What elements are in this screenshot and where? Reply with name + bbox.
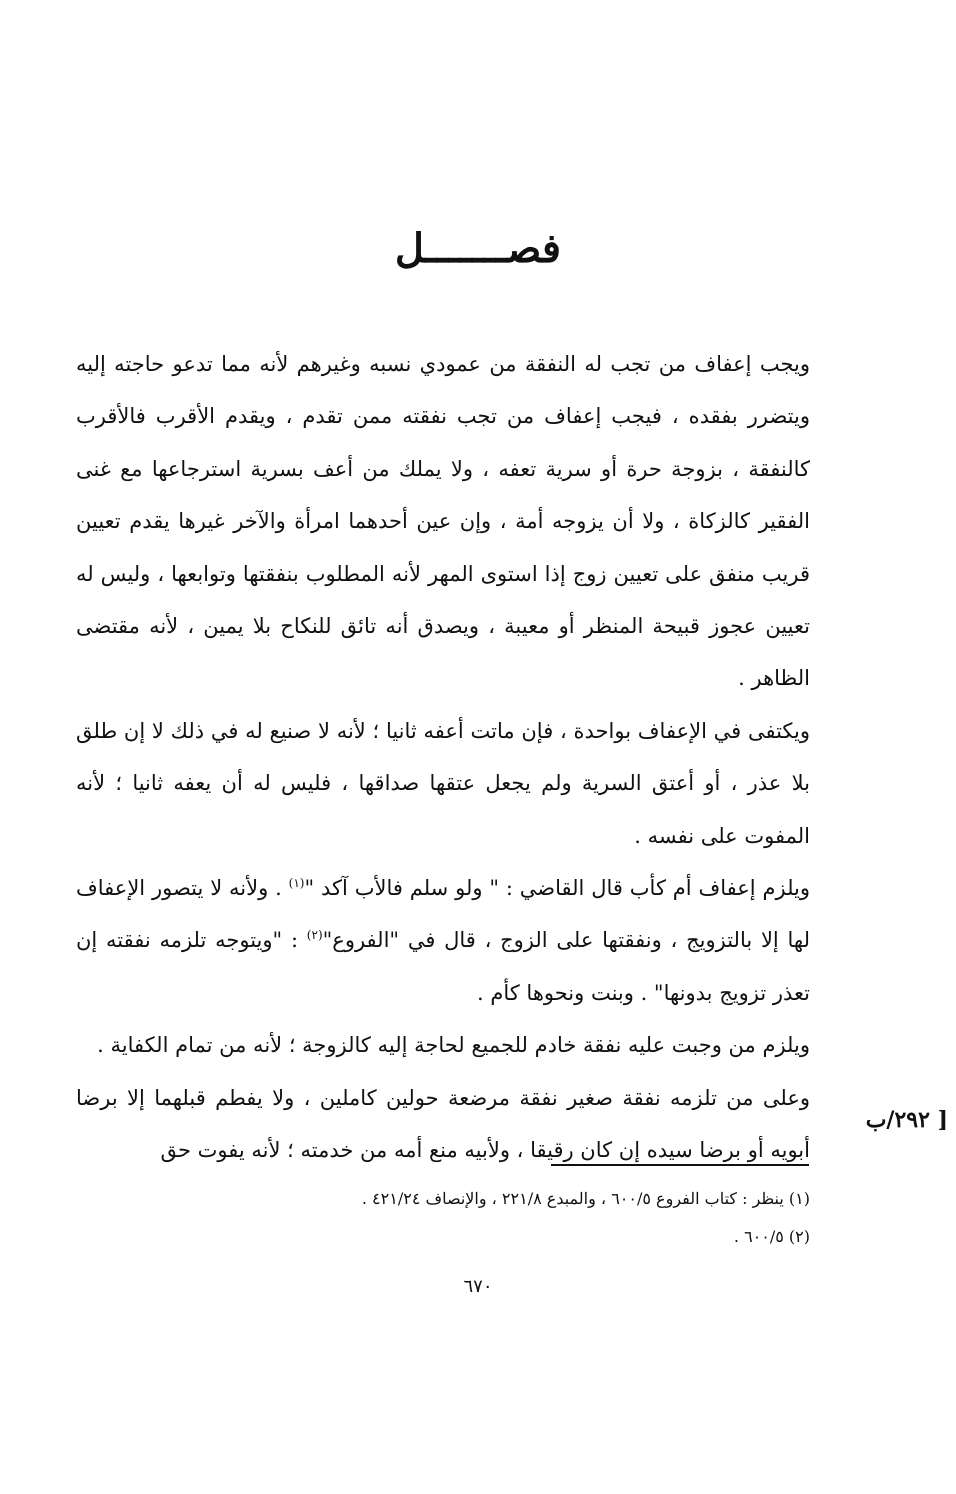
main-text xyxy=(76,338,810,1177)
footnote-reference: (٢) xyxy=(306,928,323,943)
footnote-reference: (١) xyxy=(288,876,305,891)
section-heading-text: فصـــــــل xyxy=(394,225,562,272)
section-heading xyxy=(0,225,956,272)
page-number: ٦٧٠ xyxy=(463,1276,493,1297)
paragraph: وعلى من تلزمه نفقة صغير نفقة مرضعة حولين كاملين ، ولا يفطم قبلهما إلا برضا أبويه أو برضا سيده إن كان رقيقا ، ولأبيه منع أمه من خدمته ؛ لأنه يفوت حق xyxy=(76,1085,810,1163)
manuscript-folio-marker: [ ٢٩٢/ب xyxy=(865,1107,948,1133)
footnote: (٢) ٦٠٠/٥ . xyxy=(733,1227,810,1246)
paragraph: ويلزم من وجبت عليه نفقة خادم للجميع لحاجة إليه كالزوجة ؛ لأنه من تمام الكفاية . xyxy=(97,1033,810,1058)
paragraph-text: . ولأنه لا يتصور الإعفاف لها إلا بالتزويج ، ونفقتها على الزوج ، قال في "الفروع" xyxy=(76,876,811,953)
paragraph: ويجب إعفاف من تجب له النفقة من عمودي نسبه وغيرهم لأنه مما تدعو حاجته إليه ويتضرر بفقده ، فيجب إعفاف من تجب نفقته ممن تقدم ، ويقدم الأقرب فالأقرب كالنفقة ، بزوجة حرة أو سرية تعفه ، ولا يملك من أعف بسرية استرجاعها مع غنى الفقير كالزكاة ، ولا أن يزوجه أمة ، وإن عين أحدهما امرأة والآخر غيرها يقدم تعيين قريب منفق على تعيين زوج إذا استوى المهر لأنه المطلوب بنفقتها وتوابعها ، وليس له تعيين عجوز قبيحة المنظر أو معيبة ، ويصدق أنه تائق للنكاح بلا يمين ، لأنه مقتضى الظاهر . xyxy=(76,352,810,691)
paragraph-text: ويلزم إعفاف أم كأب قال القاضي : " ولو سلم فالأب آكد " xyxy=(304,876,811,901)
paragraph xyxy=(76,862,810,1019)
paragraph-text: : "ويتوجه تلزمه نفقته إن تعذر تزويج بدونها" . وبنت ونحوها كأم . xyxy=(76,928,810,1005)
footnote: (١) ينظر : كتاب الفروع ٦٠٠/٥ ، والمبدع ٢٢١/٨ ، والإنصاف ٤٢١/٢٤ . xyxy=(361,1189,810,1208)
paragraph: ويكتفى في الإعفاف بواحدة ، فإن ماتت أعفه ثانيا ؛ لأنه لا صنيع له في ذلك لا إن طلق بلا عذر ، أو أعتق السرية ولم يجعل عتقها صداقها ، فليس له أن يعفه ثانيا ؛ لأنه المفوت على نفسه . xyxy=(76,718,810,848)
footnote-divider xyxy=(551,1164,809,1166)
footnotes xyxy=(300,1180,810,1256)
